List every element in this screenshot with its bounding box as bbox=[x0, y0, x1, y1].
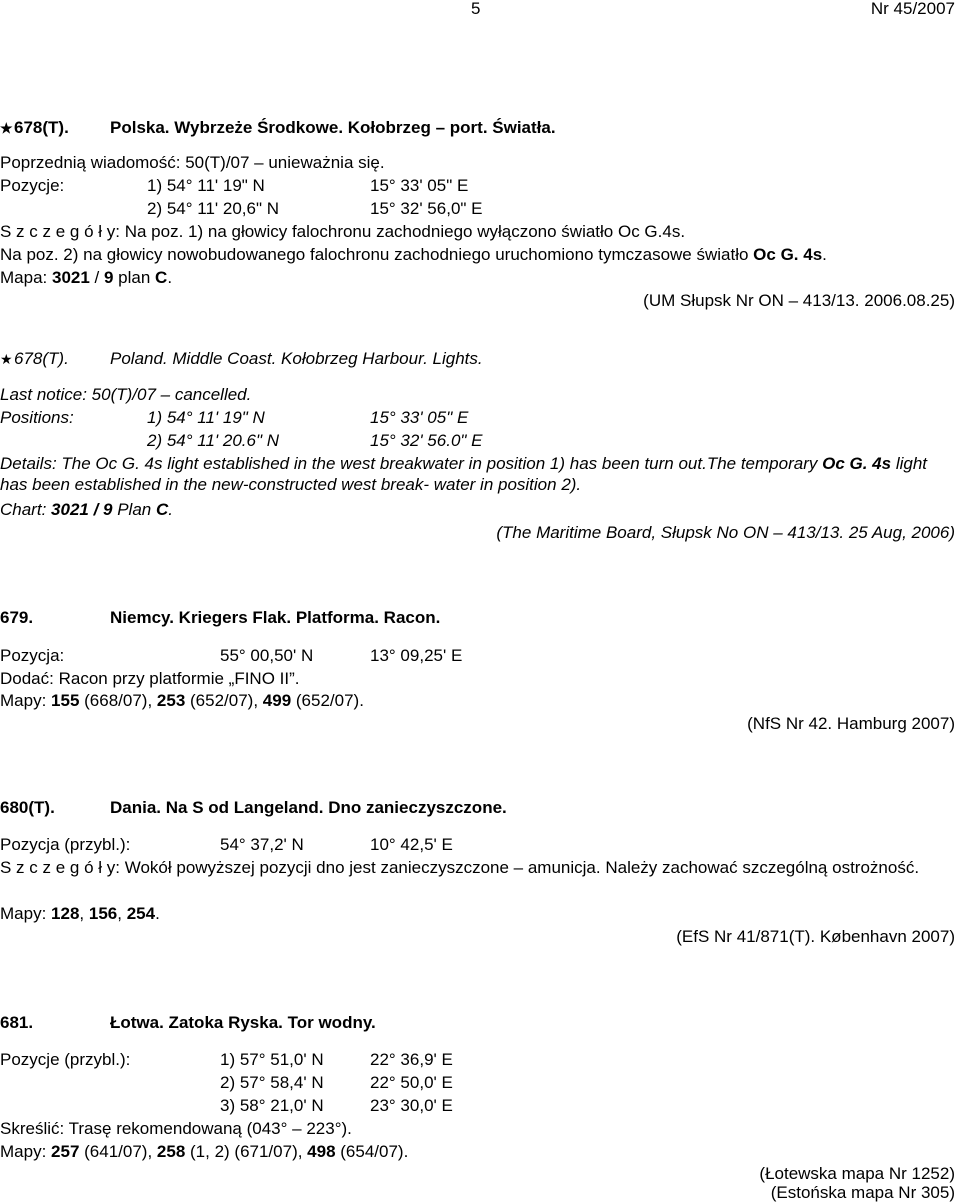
source-reference-2: (Estońska mapa Nr 305) bbox=[770, 1183, 955, 1202]
source-reference: (EfS Nr 41/871(T). København 2007) bbox=[676, 927, 955, 946]
star-icon: ★ bbox=[0, 120, 13, 136]
details-line-2: Na poz. 2) na głowicy nowobudowanego falochronu zachodniego uruchomiono tymczasowe światło Oc G. 4s. bbox=[0, 245, 827, 264]
page-number: 5 bbox=[471, 0, 481, 18]
issue-number: Nr 45/2007 bbox=[870, 0, 955, 18]
positions-row-1: Positions: 1) 54° 11' 19" N 15° 33' 05" E bbox=[0, 408, 469, 427]
notice-title: Poland. Middle Coast. Kołobrzeg Harbour. Lights. bbox=[110, 349, 483, 368]
maps-reference: Mapy: 155 (668/07), 253 (652/07), 499 (652/07). bbox=[0, 691, 364, 710]
source-reference: (NfS Nr 42. Hamburg 2007) bbox=[747, 714, 955, 733]
map-reference: Mapa: 3021 / 9 plan C. bbox=[0, 268, 173, 287]
source-reference: (UM Słupsk Nr ON – 413/13. 2006.08.25) bbox=[643, 291, 955, 310]
add-instruction: Dodać: Racon przy platformie „FINO II”. bbox=[0, 669, 300, 688]
notice-title: Łotwa. Zatoka Ryska. Tor wodny. bbox=[110, 1013, 376, 1032]
document-page: 5 Nr 45/2007 ★678(T). Polska. Wybrzeże Środkowe. Kołobrzeg – port. Światła. Poprzednią wiadomość: 50(T)/07 – unieważnia się. Pozycje: 1) 54° 11' 19" N 15° 33' 05" E 2) 54° 11' 20,6" N 15° 32' 56,0" E S z c z e g ó ł y: Na poz. 1) na głowicy falochronu zachodniego wyłączono światło Oc G.4s. Na poz. 2) na głowicy nowobudowanego falochronu zachodniego uruchomiono tymczasowe światło Oc G. 4s. Mapa: 3021 / 9 plan C. (UM Słupsk Nr ON – 413/13. 2006.08.25) ★678(T). Poland. Middle Coast. Kołobrzeg Harbour. Lights. Last notice: 50(T)/07 – cancelled. Positions: 1) 54° 11' 19" N 15° 33' 05" E 2) 54° 11' 20.6" N 15° 32' 56.0" E Details: The Oc G. 4s light established in the west breakwater in position 1) has been turn out.The temporary Oc G. 4s light has been established in the new-constructed west break- water in position 2). Chart: 3021 / 9 Plan C. (The Maritime Board, Słupsk No ON – 413/13. 25 Aug, 2006) 679. Niemcy. Kriegers Flak. Platforma. Racon. Pozycja: 55° 00,50' N 13° 09,25' E Dodać: Racon przy platformie „FINO II”. Mapy: 155 (668/07), 253 (652/07), 499 (652/07). (NfS Nr 42. Hamburg 2007) 680(T). Dania. Na S od Langeland. Dno zanieczyszczone. Pozycja (przybl.): 54° 37,2' N 10° 42,5' E S z c z e g ó ł y: Wokół powyższej pozycji dno jest zanieczyszczone – amunicja. Należy zachować szczególną ostrożność. Mapy: 128, 156, 254. (EfS Nr 41/871(T). København 2007) 681. Łotwa. Zatoka Ryska. Tor wodny. Pozycje (przybl.): 1) 57° 51,0' N 22° 36,9' E 2) 57° 58,4' N 22° 50,0' E 3) 58° 21,0' N 23° 30,0' E Skreślić: Trasę rekomendowaną (043° – 223°). Mapy: 257 (641/07), 258 (1, 2) (671/07), 498 (654/07). (Łotewska mapa Nr 1252) (Estońska mapa Nr 305) bbox=[0, 0, 955, 1202]
position-row: Pozycja: 55° 00,50' N 13° 09,25' E bbox=[0, 646, 463, 665]
position-row: Pozycja (przybl.): 54° 37,2' N 10° 42,5' E bbox=[0, 835, 453, 854]
source-reference-1: (Łotewska mapa Nr 1252) bbox=[759, 1164, 955, 1183]
details-line-1: S z c z e g ó ł y: Na poz. 1) na głowicy falochronu zachodniego wyłączono światło Oc G.4s. bbox=[0, 222, 686, 241]
notice-680-heading: 680(T). Dania. Na S od Langeland. Dno zanieczyszczone. bbox=[0, 798, 507, 817]
maps-reference: Mapy: 257 (641/07), 258 (1, 2) (671/07), 498 (654/07). bbox=[0, 1142, 409, 1161]
notice-title: Niemcy. Kriegers Flak. Platforma. Racon. bbox=[110, 608, 441, 627]
positions-row-1: Pozycje (przybl.): 1) 57° 51,0' N 22° 36,9' E bbox=[0, 1050, 453, 1069]
chart-reference: Chart: 3021 / 9 Plan C. bbox=[0, 500, 173, 519]
positions-row-1: Pozycje: 1) 54° 11' 19" N 15° 33' 05" E bbox=[0, 176, 469, 195]
star-icon: ★ bbox=[0, 351, 13, 367]
notice-title: Polska. Wybrzeże Środkowe. Kołobrzeg – port. Światła. bbox=[110, 118, 556, 137]
notice-681-heading: 681. Łotwa. Zatoka Ryska. Tor wodny. bbox=[0, 1013, 376, 1032]
notice-678-en-heading: ★678(T). Poland. Middle Coast. Kołobrzeg Harbour. Lights. bbox=[0, 349, 483, 368]
notice-title: Dania. Na S od Langeland. Dno zanieczyszczone. bbox=[110, 798, 507, 817]
notice-678-pl-heading: ★678(T). Polska. Wybrzeże Środkowe. Kołobrzeg – port. Światła. bbox=[0, 118, 556, 137]
details-paragraph: S z c z e g ó ł y: Wokół powyższej pozycji dno jest zanieczyszczone – amunicja. Należy zachować szczególną ostrożność. bbox=[0, 858, 920, 877]
source-reference: (The Maritime Board, Słupsk No ON – 413/13. 25 Aug, 2006) bbox=[496, 523, 955, 542]
details-paragraph: Details: The Oc G. 4s light established in the west breakwater in position 1) has been turn out.The temporary Oc G. 4s light has been established in the new-constructed west break- water in position 2). bbox=[0, 454, 928, 494]
delete-instruction: Skreślić: Trasę rekomendowaną (043° – 223°). bbox=[0, 1119, 352, 1138]
previous-notice: Poprzednią wiadomość: 50(T)/07 – unieważnia się. bbox=[0, 153, 385, 172]
notice-679-heading: 679. Niemcy. Kriegers Flak. Platforma. Racon. bbox=[0, 608, 441, 627]
last-notice: Last notice: 50(T)/07 – cancelled. bbox=[0, 385, 252, 404]
maps-reference: Mapy: 128, 156, 254. bbox=[0, 904, 160, 923]
